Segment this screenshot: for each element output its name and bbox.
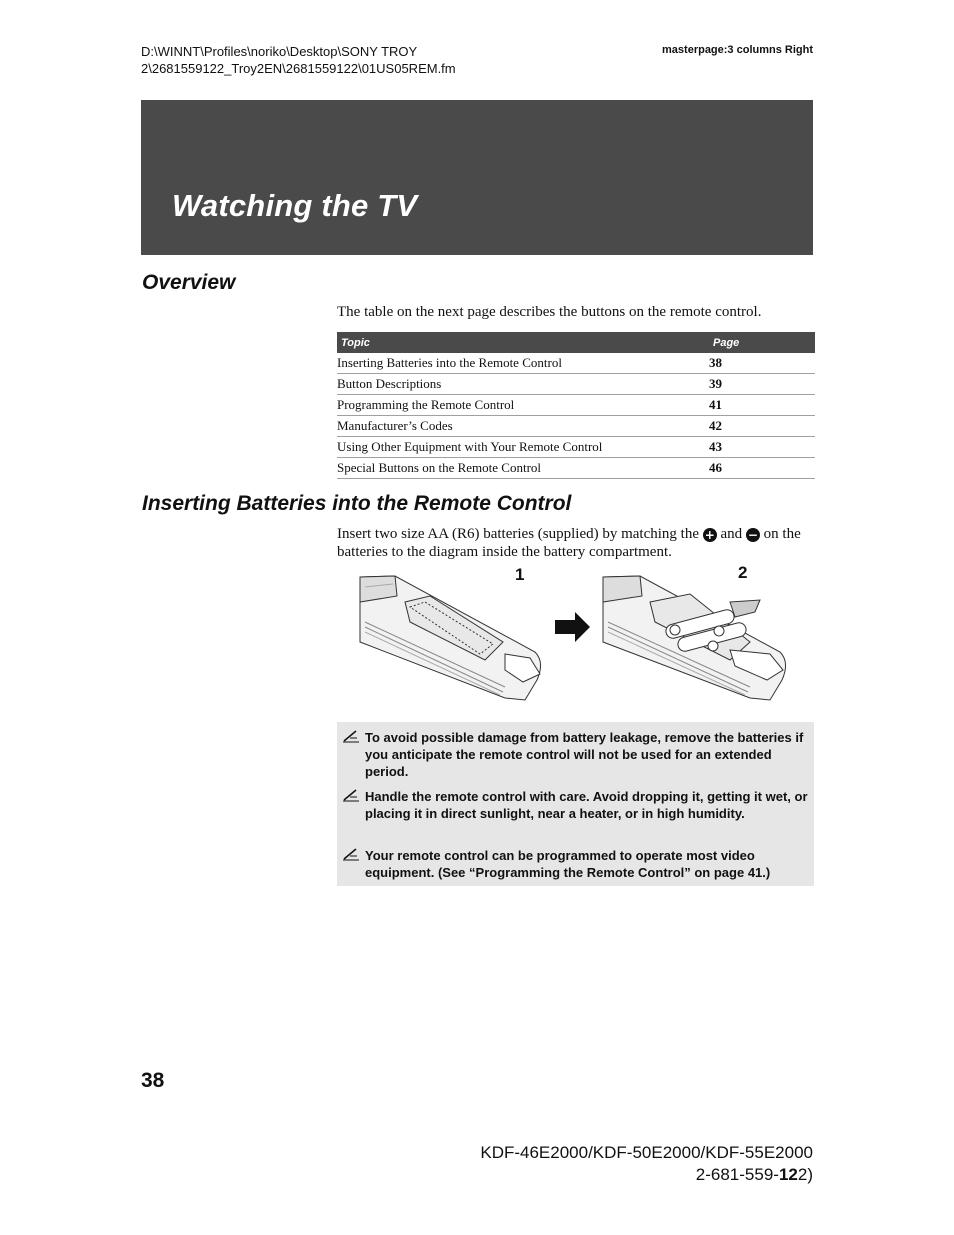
page-number: 38: [141, 1069, 165, 1092]
step-1-label: 1: [515, 565, 525, 584]
note-text: Your remote control can be programmed to operate most video equipment. (See “Programming the Remote Control” on page 41.): [365, 848, 771, 880]
minus-icon: −: [747, 528, 758, 542]
code-prefix: 2-681-559-: [695, 1165, 779, 1184]
model-numbers: KDF-46E2000/KDF-50E2000/KDF-55E2000: [480, 1143, 813, 1162]
topics-table-header: [337, 332, 815, 353]
table-row: [337, 437, 815, 458]
table-row: [337, 458, 815, 479]
topic-column-header: Topic: [337, 332, 709, 353]
note-pencil-icon: [342, 729, 360, 743]
model-info: [480, 1142, 813, 1186]
topics-table: [337, 332, 815, 479]
page-cell: 46: [709, 458, 815, 479]
instructions-and: and: [720, 526, 743, 542]
table-row: [337, 374, 815, 395]
topic-cell: Manufacturer’s Codes: [337, 416, 709, 437]
instructions-text-1: Insert two size AA (R6) batteries (supplied) by matching the: [337, 526, 699, 542]
page-cell: 41: [709, 395, 815, 416]
remote-control-diagram: [355, 562, 795, 707]
page-cell: 39: [709, 374, 815, 395]
file-path-line-2: 2\2681559122_Troy2EN\2681559122\01US05REM.fm: [141, 61, 456, 76]
topic-cell: Programming the Remote Control: [337, 395, 709, 416]
page-cell: 42: [709, 416, 815, 437]
table-row: [337, 416, 815, 437]
instructions-text-2: on the batteries to the diagram inside the battery compartment.: [337, 526, 801, 560]
code-suffix: 2): [797, 1165, 813, 1184]
topic-cell: Button Descriptions: [337, 374, 709, 395]
document-code: [480, 1164, 813, 1186]
remote-step-2-image: [603, 576, 786, 700]
table-row: [337, 395, 815, 416]
table-row: [337, 353, 815, 374]
note-text: Handle the remote control with care. Avoid dropping it, getting it wet, or placing it in direct sunlight, near a heater, or in high humidity.: [365, 789, 808, 821]
topic-cell: Inserting Batteries into the Remote Control: [337, 353, 709, 374]
topic-cell: Special Buttons on the Remote Control: [337, 458, 709, 479]
file-path-header: [141, 43, 456, 77]
page-column-header: Page: [709, 332, 815, 353]
overview-intro: The table on the next page describes the buttons on the remote control.: [337, 304, 762, 320]
code-bold: 12: [778, 1165, 798, 1184]
battery-illustration: [355, 562, 795, 707]
overview-heading: Overview: [142, 271, 236, 294]
page-cell: 38: [709, 353, 815, 374]
masterpage-label: masterpage:3 columns Right: [662, 44, 813, 56]
remote-step-1-image: [360, 576, 541, 700]
note-pencil-icon: [342, 847, 360, 861]
batteries-heading: Inserting Batteries into the Remote Control: [142, 492, 572, 515]
step-2-label: 2: [738, 563, 748, 582]
arrow-right-icon: [555, 612, 590, 642]
page-cell: 43: [709, 437, 815, 458]
note-item: [337, 788, 814, 822]
note-item: [337, 729, 814, 780]
notes-box: [337, 722, 814, 886]
batteries-instructions: [337, 525, 815, 561]
note-text: To avoid possible damage from battery leakage, remove the batteries if you anticipate the remote control will not be used for an extended period.: [365, 730, 804, 779]
chapter-banner: [141, 100, 813, 255]
chapter-title: Watching the TV: [172, 188, 418, 223]
note-pencil-icon: [342, 788, 360, 802]
plus-icon: +: [704, 528, 715, 542]
file-path-line-1: D:\WINNT\Profiles\noriko\Desktop\SONY TROY: [141, 44, 418, 59]
topic-cell: Using Other Equipment with Your Remote Control: [337, 437, 709, 458]
note-item: [337, 847, 814, 881]
